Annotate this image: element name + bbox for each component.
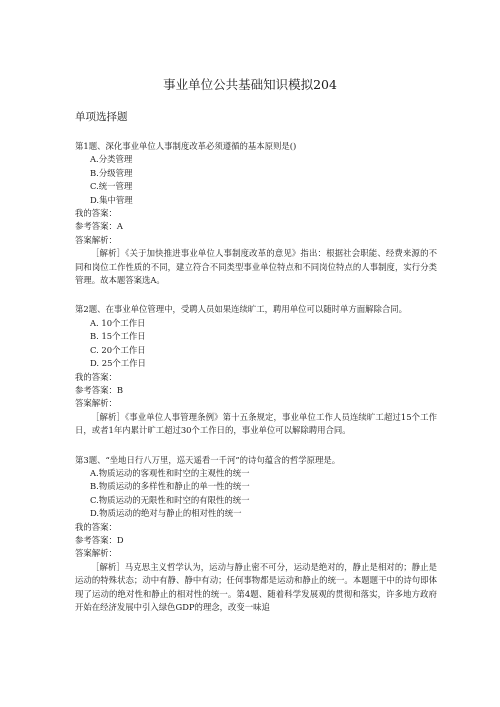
analysis-text: ［解析］马克思主义哲学认为，运动与静止密不可分，运动是绝对的，静止是相对的；静止是运动的特殊状态；动中有静、静中有动；任何事物都是运动和静止的统一。本题题干中的诗句即体现了运动的绝对性和静止的相对性的统一。第4题、随着科学发展观的贯彻和落实，许多地方政府开始在经济发展中引入绿色GDP的理念，改变一味追: [75, 561, 437, 612]
page-title: 事业单位公共基础知识模拟204: [163, 77, 337, 92]
my-answer-label: 我的答案：: [75, 371, 117, 382]
analysis-label: 答案解析：: [75, 398, 117, 409]
reference-answer: 参考答案：D: [75, 534, 124, 545]
option-b: B.分级管理: [90, 167, 133, 178]
option-a: A.分类管理: [90, 154, 133, 165]
option-a: A.物质运动的客观性和时空的主观性的统一: [90, 467, 250, 478]
option-d: D.物质运动的绝对与静止的相对性的统一: [90, 508, 242, 519]
question-3: [75, 454, 437, 615]
section-heading: 单项选择题: [75, 111, 128, 123]
option-d: D.集中管理: [90, 194, 133, 205]
reference-answer: 参考答案：A: [75, 221, 123, 232]
question-stem: 第3题、“坐地日行八万里，巡天遥看一千河”的诗句蕴含的哲学原理是。: [75, 454, 341, 465]
analysis-text: ［解析］《事业单位人事管理条例》第十五条规定，事业单位工作人员连续旷工超过15个工作日，或者1年内累计旷工超过30个工作日的，事业单位可以解除聘用合同。: [75, 411, 437, 436]
option-c: C.物质运动的无限性和时空的有限性的统一: [90, 494, 250, 505]
my-answer-label: 我的答案：: [75, 521, 117, 532]
option-b: B. 15个工作日: [90, 331, 146, 342]
option-c: C. 20个工作日: [90, 344, 146, 355]
question-stem: 第2题、在事业单位管理中，受聘人员如果连续旷工，聘用单位可以随时单方面解除合同。: [75, 304, 407, 315]
option-c: C.统一管理: [90, 181, 133, 192]
option-a: A. 10个工作日: [90, 317, 146, 328]
question-list: [75, 140, 437, 630]
question-1: [75, 140, 437, 287]
reference-answer: 参考答案：B: [75, 384, 124, 395]
analysis-label: 答案解析：: [75, 548, 117, 559]
my-answer-label: 我的答案：: [75, 208, 117, 219]
question-2: [75, 303, 437, 437]
option-b: B.物质运动的多样性和静止的单一性的统一: [90, 481, 250, 492]
analysis-label: 答案解析：: [75, 234, 117, 245]
question-stem: 第1题、深化事业单位人事制度改革必须遵循的基本原则是(): [75, 141, 297, 151]
option-d: D. 25个工作日: [90, 358, 146, 369]
analysis-text: ［解析］《关于加快推进事业单位人事制度改革的意见》指出：根据社会职能、经费来源的不同和岗位工作性质的不同，建立符合不同类型事业单位特点和不同岗位特点的人事制度，实行分类管理。故本题答案选A。: [75, 248, 437, 286]
